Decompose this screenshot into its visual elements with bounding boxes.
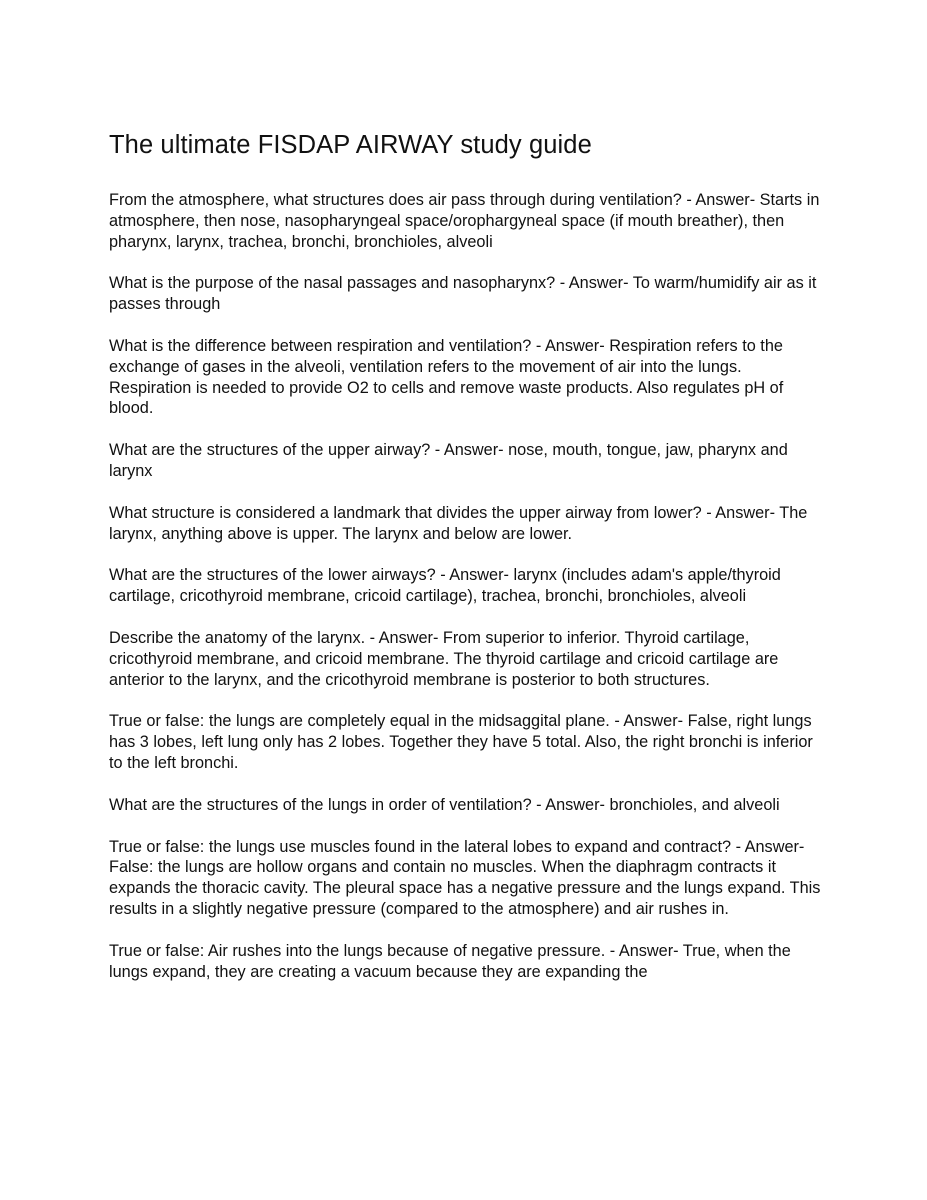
answer-separator: - Answer- [531, 795, 610, 814]
qa-entry [109, 628, 821, 690]
answer-separator: - Answer- [605, 941, 683, 960]
qa-entry [109, 711, 821, 773]
question-text: From the atmosphere, what structures does air pass through during ventilation? [109, 191, 682, 209]
qa-entry [109, 336, 821, 419]
question-text: True or false: the lungs use muscles found in the lateral lobes to expand and contract? [109, 837, 732, 856]
question-text: What is the purpose of the nasal passages and nasopharynx? [109, 274, 556, 293]
question-text: What are the structures of the upper airway? [109, 441, 431, 460]
qa-entry [109, 440, 821, 482]
question-text: What are the structures of the lungs in order of ventilation? [109, 795, 532, 814]
question-text: What are the structures of the lower airways? [109, 566, 436, 585]
answer-separator: - Answer- [365, 628, 443, 647]
page-title: The ultimate FISDAP AIRWAY study guide [109, 131, 592, 159]
question-text: What is the difference between respiration and ventilation? [109, 336, 532, 355]
answer-separator: - Answer- [609, 712, 688, 731]
answer-separator: - Answer- [701, 503, 780, 522]
question-text: Describe the anatomy of the larynx. [109, 628, 366, 647]
answer-text: To warm/humidify air as it passes through [109, 274, 817, 314]
qa-entry [109, 941, 821, 983]
answer-text: The larynx, anything above is upper. The larynx and below are lower. [109, 503, 808, 543]
answer-separator: - Answer- [731, 837, 805, 856]
answer-text: larynx (includes adam's apple/thyroid cartilage, cricothyroid membrane, cricoid cartilage), trachea, bronchi, bronchioles, alveoli [109, 566, 781, 606]
qa-entry [109, 190, 821, 252]
answer-text: False, right lungs has 3 lobes, left lung only has 2 lobes. Together they have 5 total. Also, the right bronchi is inferior to the left bronchi. [109, 712, 813, 772]
answer-separator: - Answer- [555, 274, 633, 293]
answer-text: Respiration refers to the exchange of gases in the alveoli, ventilation refers to the movement of air into the lungs. Respiration is needed to provide O2 to cells and remove waste products. Also regulates pH of blood. [109, 336, 784, 418]
question-text: True or false: the lungs are completely equal in the midsaggital plane. [109, 712, 610, 731]
qa-entry [109, 837, 821, 920]
answer-text: False: the lungs are hollow organs and contain no muscles. When the diaphragm contracts it expands the thoracic cavity. The pleural space has a negative pressure and the lungs expand. This results in a slightly negative pressure (compared to the atmosphere) and air rushes in. [109, 858, 821, 918]
answer-separator: - Answer- [681, 191, 760, 209]
qa-entry [109, 795, 821, 816]
answer-text: nose, mouth, tongue, jaw, pharynx and larynx [109, 441, 788, 480]
qa-entry [109, 503, 821, 545]
answer-separator: - Answer- [435, 566, 514, 585]
qa-entry [109, 565, 821, 607]
document-content [109, 126, 821, 1003]
answer-separator: - Answer- [430, 441, 509, 460]
answer-text: True, when the lungs expand, they are creating a vacuum because they are expanding the [109, 941, 791, 981]
qa-entry [109, 273, 821, 315]
answer-separator: - Answer- [531, 336, 610, 355]
answer-text: From superior to inferior. Thyroid cartilage, cricothyroid membrane, and cricoid membrane. The thyroid cartilage and cricoid cartilage are anterior to the larynx, and the cricothyroid membrane is posterior to both structures. [109, 628, 779, 689]
answer-text: Starts in atmosphere, then nose, nasopharyngeal space/orophargyneal space (if mouth breather), then pharynx, larynx, trachea, bronchi, bronchioles, alveoli [109, 191, 820, 251]
answer-text: bronchioles, and alveoli [609, 795, 780, 814]
question-text: What structure is considered a landmark that divides the upper airway from lower? [109, 503, 702, 522]
question-text: True or false: Air rushes into the lungs because of negative pressure. [109, 941, 606, 960]
